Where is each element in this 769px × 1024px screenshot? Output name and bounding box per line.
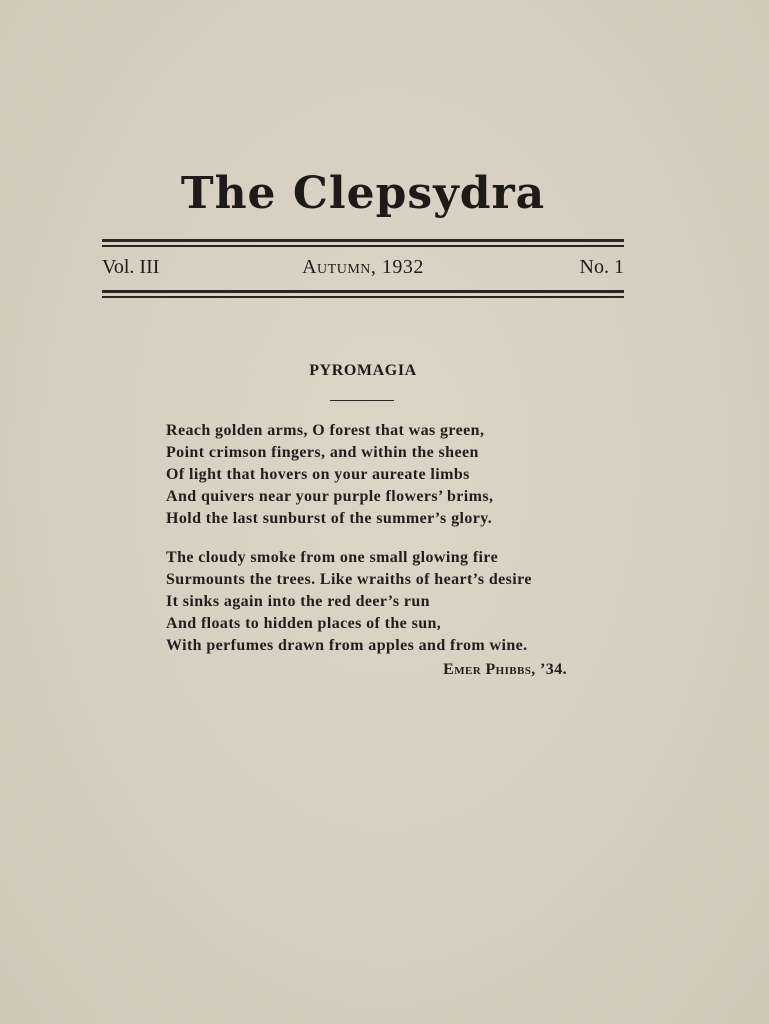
masthead-top-rule xyxy=(102,239,624,247)
poem-line: Surmounts the trees. Like wraiths of heart’s desire xyxy=(166,571,532,588)
masthead-bottom-rule xyxy=(102,290,624,298)
issue-number: No. 1 xyxy=(579,256,624,278)
poem-line: Reach golden arms, O forest that was green, xyxy=(166,422,485,439)
stanza-2 xyxy=(166,547,606,657)
volume-label: Vol. III xyxy=(102,256,160,278)
issue-line xyxy=(102,256,624,282)
stanza-1 xyxy=(166,420,606,530)
title-divider xyxy=(330,400,394,401)
author-signature: Emer Phibbs, ’34. xyxy=(443,661,567,678)
masthead-title: The Clepsydra xyxy=(180,168,546,219)
poem-line: And quivers near your purple flowers’ brims, xyxy=(166,488,494,505)
poem-line: Of light that hovers on your aureate limbs xyxy=(166,466,470,483)
poem-line: The cloudy smoke from one small glowing fire xyxy=(166,549,499,566)
poem-line: Hold the last sunburst of the summer’s glory. xyxy=(166,510,493,527)
poem-title: PYROMAGIA xyxy=(309,362,417,379)
season-label: Autumn, 1932 xyxy=(302,256,424,278)
poem-line: And floats to hidden places of the sun, xyxy=(166,615,442,632)
poem-line: Point crimson fingers, and within the sheen xyxy=(166,444,479,461)
poem-line: With perfumes drawn from apples and from wine. xyxy=(166,637,528,654)
poem-line: It sinks again into the red deer’s run xyxy=(166,593,430,610)
